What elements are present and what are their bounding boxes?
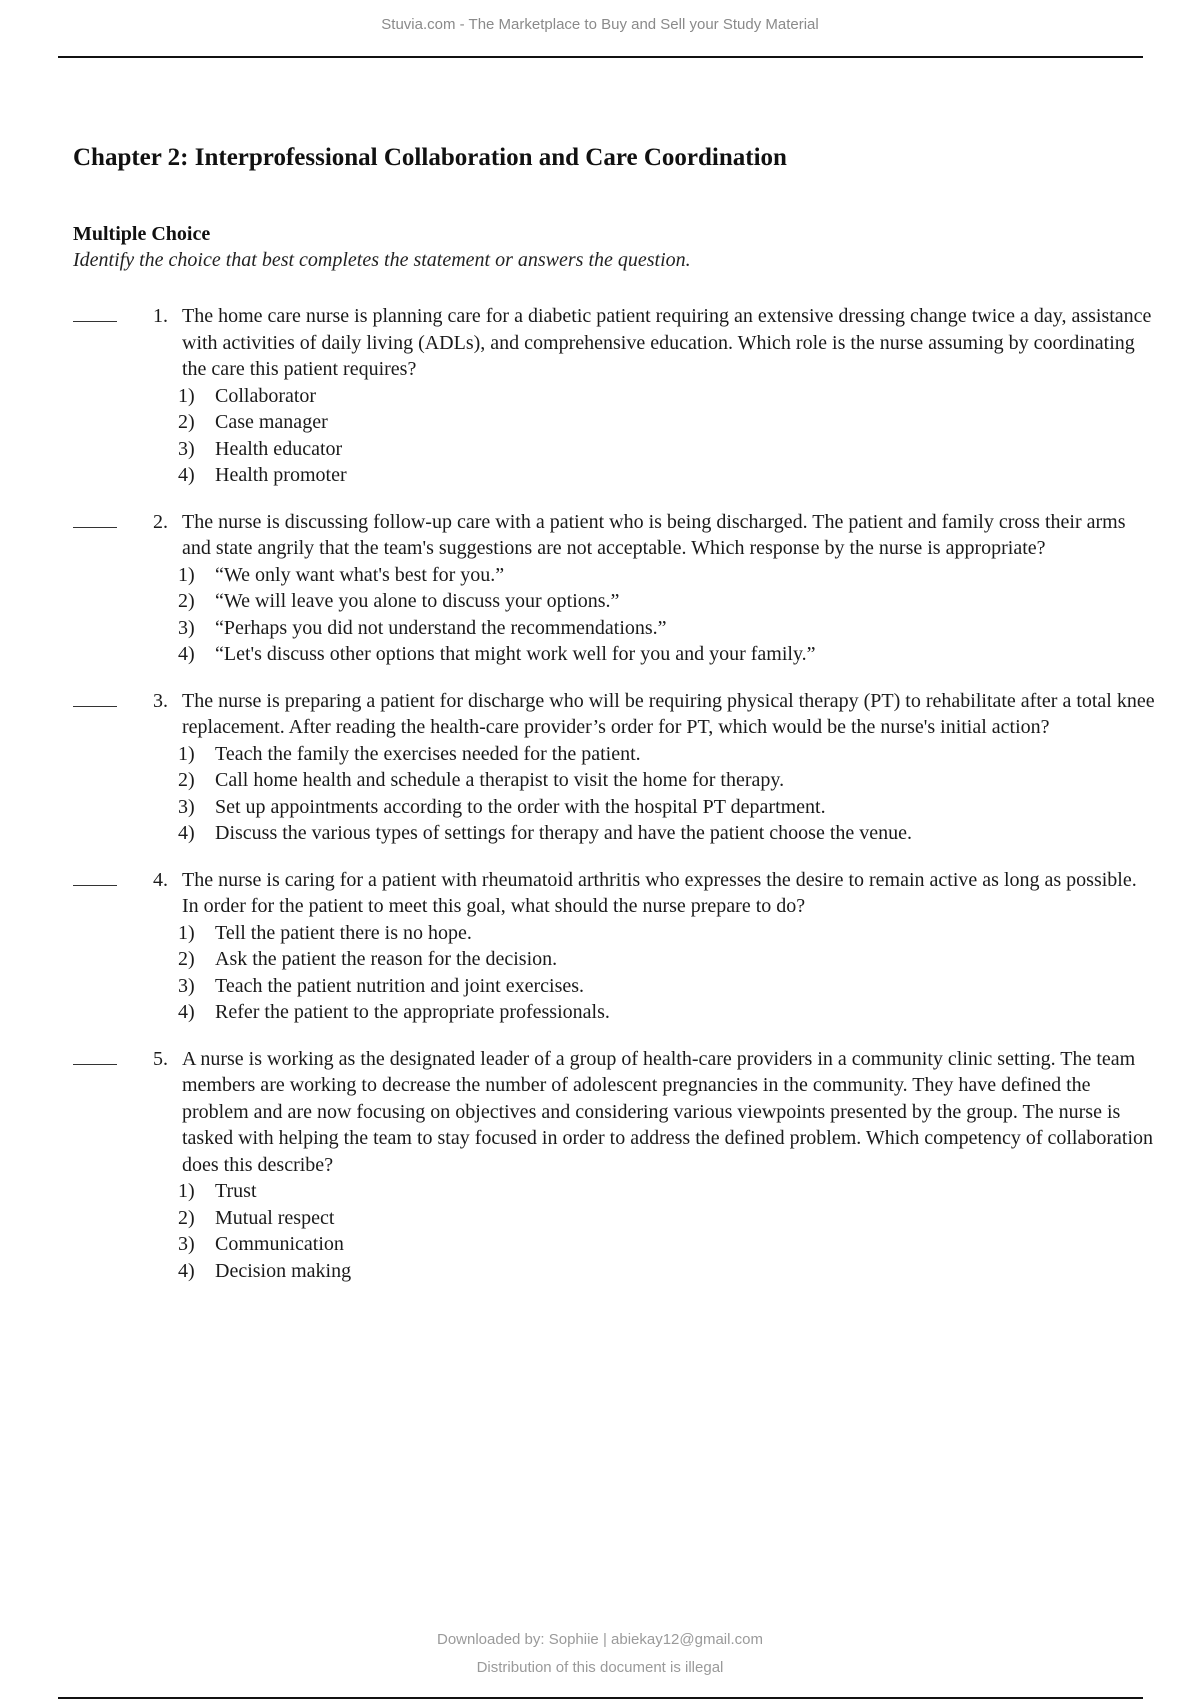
answer-option[interactable] bbox=[178, 946, 1200, 973]
question-list bbox=[0, 303, 1200, 1304]
question-number: 3. bbox=[153, 689, 168, 712]
section-instructions: Identify the choice that best completes the statement or answers the question. bbox=[73, 249, 691, 271]
option-number: 1) bbox=[178, 384, 195, 407]
option-text: Health educator bbox=[215, 437, 343, 460]
question-stem: The nurse is caring for a patient with rheumatoid arthritis who expresses the desire to remain active as long as possible. In order for the patient to meet this goal, what should the nurse prepare to do? bbox=[182, 868, 1137, 917]
option-text: “Let's discuss other options that might work well for you and your family.” bbox=[215, 643, 816, 665]
question-number: 2. bbox=[153, 510, 168, 533]
question-4 bbox=[0, 867, 1200, 1026]
option-number: 2) bbox=[178, 769, 195, 791]
option-number: 1) bbox=[178, 921, 195, 944]
answer-option[interactable] bbox=[178, 1178, 1200, 1205]
option-text: Mutual respect bbox=[215, 1206, 335, 1229]
answer-option[interactable] bbox=[178, 436, 1200, 463]
option-text: “We only want what's best for you.” bbox=[215, 563, 505, 586]
option-text: “Perhaps you did not understand the recommendations.” bbox=[215, 616, 667, 639]
option-number: 1) bbox=[178, 563, 195, 586]
answer-option[interactable] bbox=[178, 588, 1200, 615]
answer-option[interactable] bbox=[178, 383, 1200, 410]
option-number: 2) bbox=[178, 1206, 195, 1229]
answer-blank[interactable] bbox=[73, 303, 117, 322]
option-text: Collaborator bbox=[215, 384, 317, 407]
option-list bbox=[0, 920, 1200, 1026]
header-divider bbox=[58, 56, 1143, 58]
answer-option[interactable] bbox=[178, 1258, 1200, 1285]
option-text: Set up appointments according to the order with the hospital PT department. bbox=[215, 795, 826, 818]
page-header-banner: Stuvia.com - The Marketplace to Buy and Sell your Study Material bbox=[381, 16, 819, 33]
answer-option[interactable] bbox=[178, 409, 1200, 436]
option-text: Call home health and schedule a therapist to visit the home for therapy. bbox=[215, 769, 785, 791]
question-number: 4. bbox=[153, 868, 168, 891]
question-stem: The nurse is discussing follow-up care with a patient who is being discharged. The patient and family cross their arms and state angrily that the team's suggestions are not acceptable. Which response by the nurse is appropriate? bbox=[182, 510, 1126, 559]
option-text: “We will leave you alone to discuss your options.” bbox=[215, 590, 620, 612]
answer-blank[interactable] bbox=[73, 688, 117, 707]
answer-option[interactable] bbox=[178, 999, 1200, 1026]
option-text: Trust bbox=[215, 1180, 257, 1202]
option-text: Discuss the various types of settings for therapy and have the patient choose the venue. bbox=[215, 822, 913, 844]
section-title: Multiple Choice bbox=[73, 223, 211, 245]
option-list bbox=[0, 741, 1200, 847]
answer-option[interactable] bbox=[178, 920, 1200, 947]
option-text: Teach the patient nutrition and joint exercises. bbox=[215, 974, 585, 997]
option-text: Communication bbox=[215, 1233, 344, 1255]
question-1 bbox=[0, 303, 1200, 489]
answer-option[interactable] bbox=[178, 741, 1200, 768]
footer-divider bbox=[58, 1697, 1143, 1699]
option-text: Teach the family the exercises needed for the patient. bbox=[215, 742, 641, 765]
option-number: 4) bbox=[178, 1001, 195, 1023]
option-number: 3) bbox=[178, 616, 195, 639]
option-number: 3) bbox=[178, 974, 195, 997]
answer-option[interactable] bbox=[178, 1205, 1200, 1232]
option-list bbox=[0, 383, 1200, 489]
answer-option[interactable] bbox=[178, 794, 1200, 821]
question-stem: A nurse is working as the designated leader of a group of health-care providers in a community clinic setting. The team members are working to decrease the number of adolescent pregnancies in the community. They have defined the problem and are now focusing on objectives and considering various viewpoints presented by the group. The nurse is tasked with helping the team to stay focused in order to address the defined problem. Which competency of collaboration does this describe? bbox=[182, 1047, 1154, 1176]
option-text: Case manager bbox=[215, 411, 328, 433]
option-number: 4) bbox=[178, 1259, 195, 1282]
option-list bbox=[0, 562, 1200, 668]
option-number: 4) bbox=[178, 822, 195, 844]
option-text: Decision making bbox=[215, 1259, 352, 1282]
answer-blank[interactable] bbox=[73, 867, 117, 886]
option-text: Health promoter bbox=[215, 464, 347, 486]
answer-option[interactable] bbox=[178, 615, 1200, 642]
option-number: 1) bbox=[178, 742, 195, 765]
answer-option[interactable] bbox=[178, 641, 1200, 668]
option-text: Refer the patient to the appropriate professionals. bbox=[215, 1001, 610, 1023]
question-number: 1. bbox=[153, 305, 168, 327]
option-text: Ask the patient the reason for the decision. bbox=[215, 948, 558, 970]
answer-option[interactable] bbox=[178, 767, 1200, 794]
question-stem: The home care nurse is planning care for a diabetic patient requiring an extensive dressing change twice a day, assistance with activities of daily living (ADLs), and comprehensive education. Which role is the nurse assuming by coordinating the care this patient requires? bbox=[182, 305, 1152, 380]
option-number: 3) bbox=[178, 1233, 195, 1255]
answer-option[interactable] bbox=[178, 462, 1200, 489]
answer-blank[interactable] bbox=[73, 1046, 117, 1065]
option-list bbox=[0, 1178, 1200, 1284]
answer-option[interactable] bbox=[178, 973, 1200, 1000]
answer-blank[interactable] bbox=[73, 509, 117, 528]
answer-option[interactable] bbox=[178, 1231, 1200, 1258]
option-number: 1) bbox=[178, 1180, 195, 1202]
option-number: 4) bbox=[178, 643, 195, 665]
question-2 bbox=[0, 509, 1200, 668]
answer-option[interactable] bbox=[178, 562, 1200, 589]
chapter-title: Chapter 2: Interprofessional Collaboration and Care Coordination bbox=[73, 144, 787, 171]
question-stem: The nurse is preparing a patient for discharge who will be requiring physical therapy (PT) to rehabilitate after a total knee replacement. After reading the health-care provider’s order for PT, which would be the nurse's initial action? bbox=[182, 689, 1155, 738]
option-number: 2) bbox=[178, 948, 195, 970]
option-number: 4) bbox=[178, 464, 195, 486]
question-3 bbox=[0, 688, 1200, 847]
option-number: 2) bbox=[178, 411, 195, 433]
option-text: Tell the patient there is no hope. bbox=[215, 921, 472, 944]
answer-option[interactable] bbox=[178, 820, 1200, 847]
question-5 bbox=[0, 1046, 1200, 1285]
question-number: 5. bbox=[153, 1047, 168, 1070]
distribution-notice: Distribution of this document is illegal bbox=[476, 1659, 724, 1676]
option-number: 3) bbox=[178, 795, 195, 818]
download-attribution: Downloaded by: Sophiie | abiekay12@gmail.com bbox=[437, 1631, 763, 1648]
option-number: 3) bbox=[178, 437, 195, 460]
option-number: 2) bbox=[178, 590, 195, 612]
